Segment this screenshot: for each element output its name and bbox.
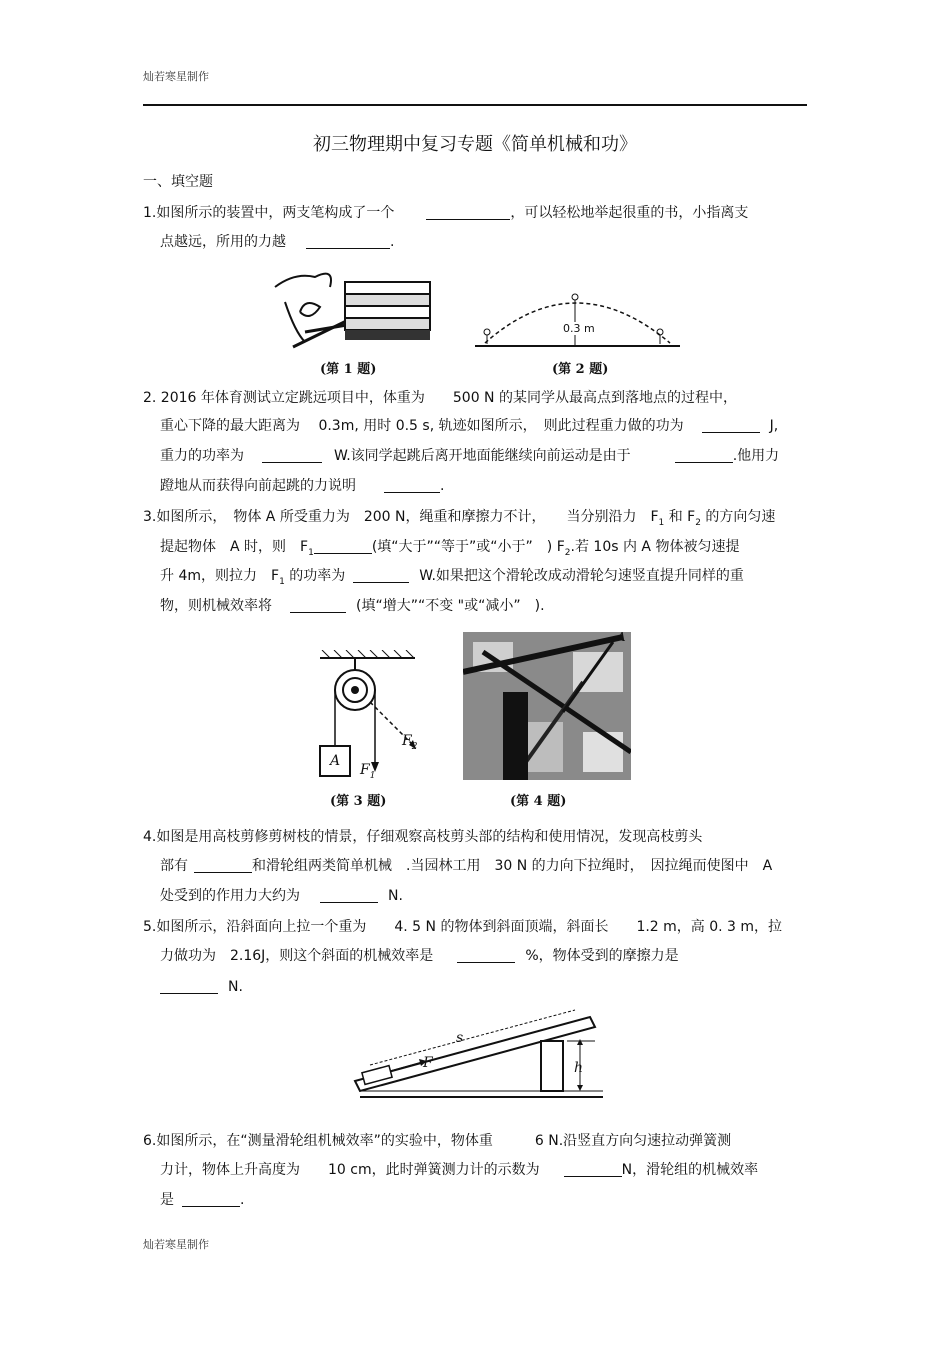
- figure-2-caption: (第 2 题): [552, 362, 609, 377]
- q1-blank-2[interactable]: [306, 234, 390, 249]
- q5-blank-1[interactable]: [457, 948, 515, 963]
- figure-2-height-label: 0.3 m: [563, 322, 595, 335]
- q2-blank-4[interactable]: [384, 478, 440, 493]
- header-rule: [143, 104, 807, 106]
- q2-line-2: 重心下降的最大距离为 0.3m, 用时 0.5 s, 轨迹如图所示， 则此过程重力做的功为 J,: [160, 418, 779, 434]
- q4-blank-1[interactable]: [194, 858, 252, 873]
- figure-5-label-h: h: [574, 1060, 584, 1076]
- figure-1-pens-and-books: [265, 262, 445, 350]
- figure-4-caption: (第 4 题): [510, 794, 567, 809]
- q3-line-4: 物，则机械效率将 (填“增大”“不变 "或“减小” ).: [160, 598, 545, 614]
- page-title: 初三物理期中复习专题《简单机械和功》: [313, 134, 637, 155]
- figure-1-caption: (第 1 题): [320, 362, 377, 377]
- q3-blank-2[interactable]: [353, 568, 409, 583]
- q4-line-3: 处受到的作用力大约为 N.: [160, 888, 403, 904]
- q5-line-2: 力做功为 2.16J，则这个斜面的机械效率是 %，物体受到的摩擦力是: [160, 948, 679, 964]
- q5-line-1: 5.如图所示，沿斜面向上拉一个重为 4. 5 N 的物体到斜面顶端，斜面长 1.2 m，高 0. 3 m，拉: [143, 919, 783, 935]
- q6-line-1: 6.如图所示，在“测量滑轮组机械效率”的实验中，物体重 6 N.沿竖直方向匀速拉动弹簧测: [143, 1133, 732, 1149]
- q5-blank-2[interactable]: [160, 979, 218, 994]
- q3-line-3: 升 4m，则拉力 $F_1$ 的功率为 W.如果把这个滑轮改成动滑轮匀速竖直提升同样的重: [160, 568, 744, 587]
- q3-blank-3[interactable]: [290, 598, 346, 613]
- q6-line-3: 是 .: [160, 1192, 245, 1208]
- q6-blank-2[interactable]: [182, 1192, 240, 1207]
- q5-line-3: N.: [160, 978, 243, 996]
- q3-line-2: 提起物体 A 时，则 $F_1$ (填“大于”“等于”或“小于” ) $F_2$.若 10s 内 A 物体被匀速提: [160, 539, 740, 558]
- q4-line-1: 4.如图是用高枝剪修剪树枝的情景，仔细观察高枝剪头部的结构和使用情况，发现高枝剪头: [143, 829, 703, 845]
- figure-4-pruning-photo: [463, 632, 631, 780]
- figure-5-label-s: s: [456, 1030, 464, 1046]
- q2-line-3: 重力的功率为 W.该同学起跳后离开地面能继续向前运动是由于 .他用力: [160, 448, 780, 464]
- q2-line-4: 蹬地从而获得向前起跳的力说明 .: [160, 478, 445, 494]
- q1-blank-1[interactable]: [426, 205, 510, 220]
- figure-3-label-f2: $F_2$: [402, 733, 418, 752]
- q2-blank-1[interactable]: [702, 418, 760, 433]
- section-heading: 一、填空题: [143, 174, 213, 190]
- q3-blank-1[interactable]: [314, 539, 372, 554]
- q4-blank-2[interactable]: [320, 888, 378, 903]
- page-header: 灿若寒星制作: [143, 70, 209, 83]
- q3-line-1: 3.如图所示， 物体 A 所受重力为 200 N，绳重和摩擦力不计， 当分别沿力 $F_1$ 和 $F_2$ 的方向匀速: [143, 509, 776, 528]
- q6-blank-1[interactable]: [564, 1162, 622, 1177]
- page-footer: 灿若寒星制作: [143, 1238, 209, 1251]
- figure-5-label-f: F: [423, 1055, 433, 1071]
- q4-line-2: 部有 和滑轮组两类简单机械 .当园林工用 30 N 的力向下拉绳时， 因拉绳而使图中 A: [160, 858, 773, 874]
- figure-3-caption: (第 3 题): [330, 794, 387, 809]
- figure-4-label-a: A: [617, 630, 626, 644]
- q6-line-2: 力计，物体上升高度为 10 cm，此时弹簧测力计的示数为 N，滑轮组的机械效率: [160, 1162, 759, 1178]
- figure-3-label-a: A: [330, 753, 341, 769]
- q2-blank-3[interactable]: [675, 448, 733, 463]
- figure-3-label-f1: $F_1$: [360, 762, 376, 781]
- q2-blank-2[interactable]: [262, 448, 322, 463]
- q1-line-2: 点越远，所用的力越 .: [160, 234, 395, 250]
- figure-5-inclined-plane: [345, 1005, 607, 1105]
- figure-2-jump-trajectory: [475, 288, 680, 352]
- q2-line-1: 2. 2016 年体育测试立定跳远项目中，体重为 500 N 的某同学从最高点到落地点的过程中，: [143, 390, 737, 406]
- q1-line-1: 1.如图所示的装置中，两支笔构成了一个 ，可以轻松地举起很重的书，小指离支: [143, 205, 749, 221]
